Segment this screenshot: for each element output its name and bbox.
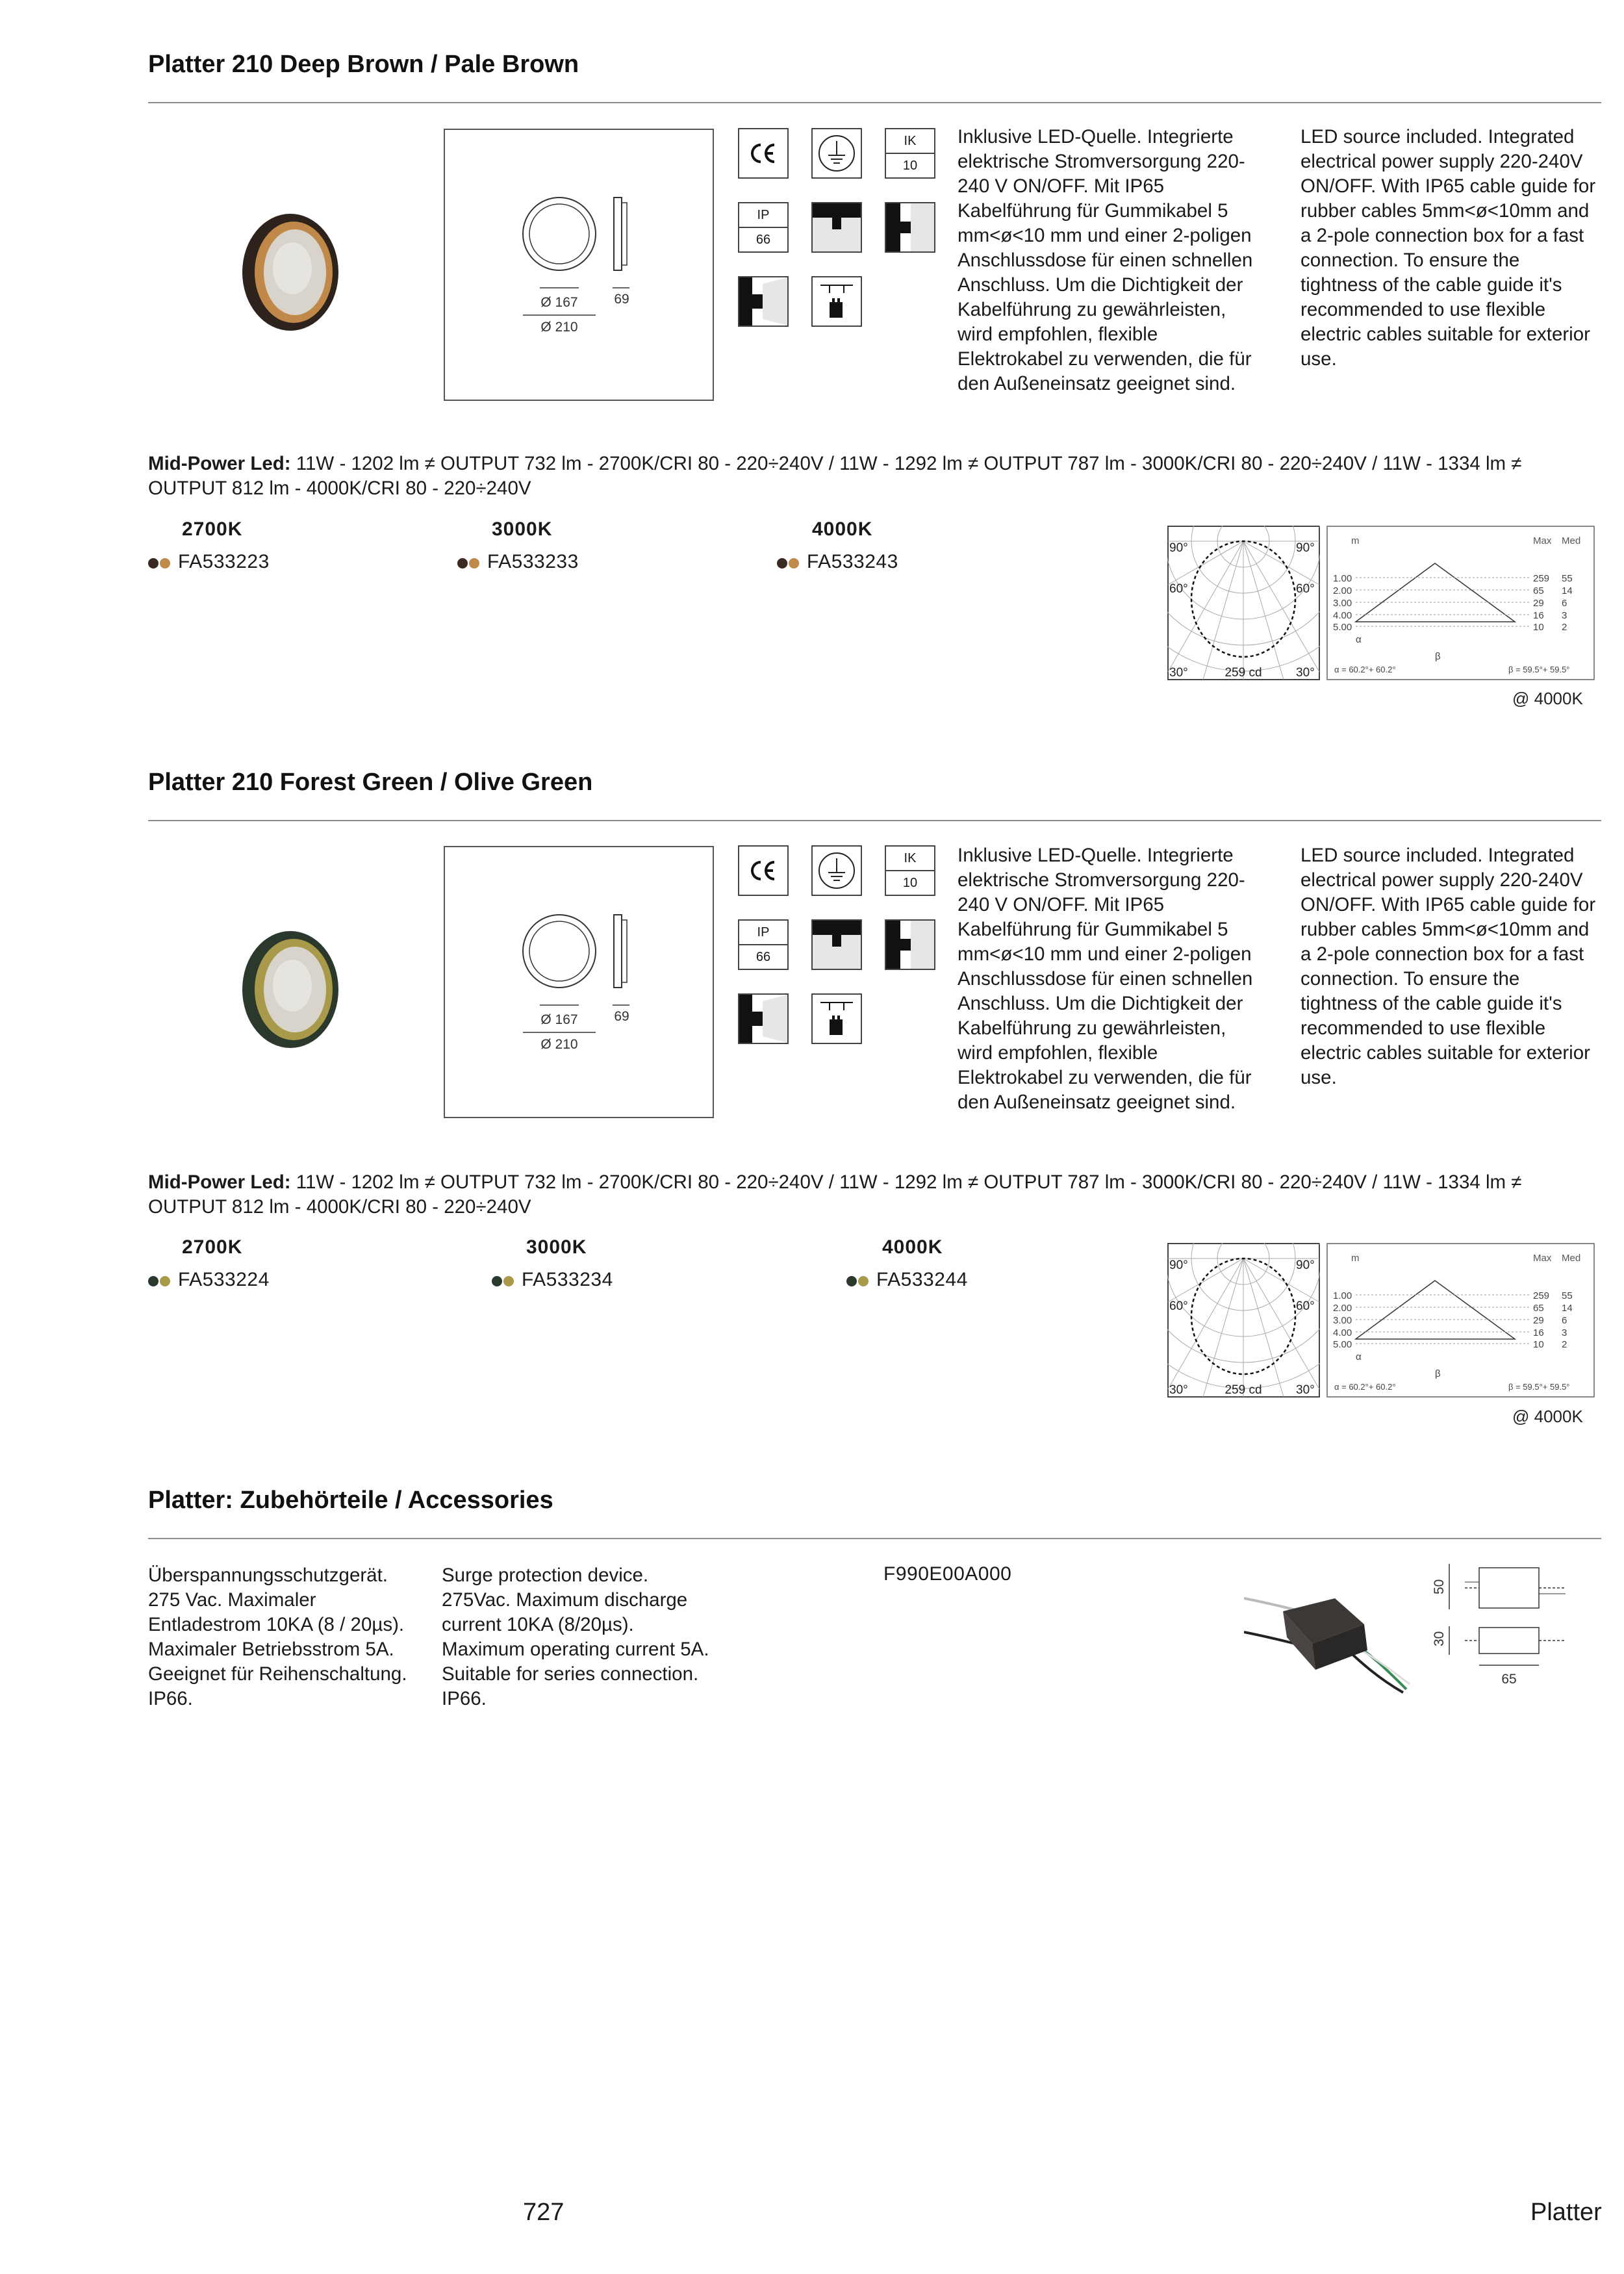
svg-text:10: 10 [1533,622,1544,633]
spec-label: Mid-Power Led: [148,453,291,474]
svg-text:16: 16 [1533,610,1544,621]
svg-text:55: 55 [1562,1290,1573,1301]
svg-text:60°: 60° [1296,582,1315,596]
dim-depth: 69 [614,292,629,307]
wall-mount-icon [885,919,935,970]
ip-value: 66 [739,227,787,251]
surge-protector-photo [1244,1572,1413,1702]
front-view-inner [529,204,589,264]
wall-light-icon [738,276,789,327]
svg-text:Med: Med [1562,535,1581,546]
wall-mount-icon [885,202,935,253]
svg-text:α = 60.2°+ 60.2°: α = 60.2°+ 60.2° [1334,1382,1396,1392]
dimension-drawing [444,846,714,1118]
ip-label: IP [757,208,770,222]
svg-text:3: 3 [1562,610,1567,621]
dim-outer-diameter: Ø 210 [540,1037,578,1052]
variant-temp-2700k: 2700K [182,518,243,540]
svg-text:2.00: 2.00 [1333,585,1352,596]
svg-text:2: 2 [1562,1339,1567,1350]
spec-label: Mid-Power Led: [148,1171,291,1193]
led-specification [148,452,1597,501]
svg-text:30°: 30° [1296,1383,1315,1397]
accessory-description-english: Surge protection device. 275Vac. Maximum discharge current 10KA (8/20µs). Maximum operating current 5A. Suitable for series connection. IP66. [442,1565,709,1709]
ik-label: IK [904,134,917,148]
svg-text:16: 16 [1533,1327,1544,1338]
accessory-code: F990E00A000 [883,1563,1012,1585]
svg-text:14: 14 [1562,585,1573,596]
svg-text:2.00: 2.00 [1333,1303,1352,1314]
spec-text: 11W - 1202 lm ≠ OUTPUT 732 lm - 2700K/CRI 80 - 220÷240V / 11W - 1292 lm ≠ OUTPUT 787 lm - 3000K/CRI 80 - 220÷240V / 11W - 1334 lm ≠ OUTPUT 812 lm - 4000K/CRI 80 - 220÷240V [148,1171,1522,1218]
ip-rating-badge [738,202,789,253]
svg-text:29: 29 [1533,598,1544,609]
connector-icon [811,276,862,327]
dim-width: 65 [1501,1672,1517,1687]
variant-row-3000k [492,1269,613,1292]
description-english: LED source included. Integrated electrical power supply 220-240V ON/OFF. With IP65 cable guide for rubber cables 5mm<ø<10mm and a 2-pole connection box for a fast connection. To ensure the tightness of the cable guide it's recommended to use flexible electric cables suitable for exterior use. [1300,126,1596,370]
svg-text:6: 6 [1562,1315,1567,1326]
ceiling-mount-icon [811,202,862,253]
svg-text:30°: 30° [1169,1383,1188,1397]
svg-text:β = 59.5°+ 59.5°: β = 59.5°+ 59.5° [1508,665,1570,674]
product-photo-brown [242,213,339,331]
description-german: Inklusive LED-Quelle. Integrierte elektrische Stromversorgung 220-240 V ON/OFF. Mit IP65 Kabelführung für Gummikabel 5 mm<ø<10 mm und einer 2-poligen Anschlussdose für einen schnellen Anschluss. Um die Dichtigkeit der Kabelführung zu gewährleisten, wird empfohlen, flexible Elektrokabel zu verwenden, die für den Außeneinsatz geeignet sind. [958,845,1253,1113]
illuminance-cone-diagram [1326,526,1595,680]
svg-text:90°: 90° [1169,541,1188,555]
dimension-drawing [444,129,714,401]
front-view-outer [523,915,596,988]
ground-earth-icon [811,128,862,179]
dim-height-1: 50 [1432,1579,1447,1594]
svg-text:β: β [1435,651,1441,662]
svg-text:α: α [1356,634,1362,645]
svg-text:90°: 90° [1169,1258,1188,1272]
svg-text:Max: Max [1533,535,1552,546]
variant-temp-2700k: 2700K [182,1236,243,1258]
svg-text:30°: 30° [1296,666,1315,680]
svg-text:6: 6 [1562,598,1567,609]
svg-text:29: 29 [1533,1315,1544,1326]
svg-text:α = 60.2°+ 60.2°: α = 60.2°+ 60.2° [1334,665,1396,674]
svg-text:14: 14 [1562,1303,1573,1314]
svg-text:β = 59.5°+ 59.5°: β = 59.5°+ 59.5° [1508,1382,1570,1392]
side-view [614,198,622,270]
ce-mark-icon [738,128,789,179]
svg-text:60°: 60° [1169,1299,1188,1313]
ip-value: 66 [739,944,787,969]
svg-text:3.00: 3.00 [1333,1315,1352,1326]
ceiling-mount-icon [811,919,862,970]
svg-text:1.00: 1.00 [1333,573,1352,584]
section-divider [148,820,1601,821]
svg-text:65: 65 [1533,1303,1544,1314]
polar-diagram [1167,526,1320,680]
accessory-description-german: Überspannungsschutzgerät. 275 Vac. Maximaler Entladestrom 10KA (8 / 20µs). Maximaler Betriebsstrom 5A. Geeignet für Reihenschaltung. IP66. [148,1565,407,1709]
svg-text:3.00: 3.00 [1333,598,1352,609]
svg-text:2: 2 [1562,622,1567,633]
product-photo-green [242,930,339,1049]
product-code: FA533223 [178,551,270,572]
dim-depth: 69 [614,1009,629,1024]
svg-text:5.00: 5.00 [1333,622,1352,633]
svg-text:1.00: 1.00 [1333,1290,1352,1301]
svg-text:Max: Max [1533,1253,1552,1264]
dim-inner-diameter: Ø 167 [540,295,578,310]
svg-text:90°: 90° [1296,1258,1315,1272]
ip-label: IP [757,925,770,939]
color-swatch [492,1270,515,1292]
section-title: Platter 210 Deep Brown / Pale Brown [148,51,579,78]
product-code: FA533244 [876,1269,968,1290]
page-number: 727 [523,2199,565,2226]
ik-label: IK [904,851,917,865]
color-swatch [457,552,481,574]
variant-temp-4000k: 4000K [812,518,873,540]
product-code: FA533243 [807,551,898,572]
svg-text:259: 259 [1533,1290,1550,1301]
product-code: FA533224 [178,1269,270,1290]
svg-text:4.00: 4.00 [1333,610,1352,621]
front-view-outer [523,198,596,270]
svg-text:Med: Med [1562,1253,1581,1264]
section-divider [148,102,1601,103]
footer-product-name: Platter [1530,2199,1602,2226]
dim-height-2: 30 [1432,1631,1447,1646]
variant-temp-4000k: 4000K [882,1236,943,1258]
svg-text:259 cd: 259 cd [1224,1383,1262,1397]
description-german: Inklusive LED-Quelle. Integrierte elektrische Stromversorgung 220-240 V ON/OFF. Mit IP65 Kabelführung für Gummikabel 5 mm<ø<10 mm und einer 2-poligen Anschlussdose für einen schnellen Anschluss. Um die Dichtigkeit der Kabelführung zu gewährleisten, wird empfohlen, flexible Elektrokabel zu verwenden, die für den Außeneinsatz geeignet sind. [958,126,1253,394]
variant-temp-3000k: 3000K [492,518,553,540]
photometric-note: @ 4000K [1512,689,1583,708]
ce-mark-icon [738,845,789,896]
ik-value: 10 [886,153,934,177]
front-view-inner [529,921,589,981]
illuminance-cone-diagram [1326,1243,1595,1398]
svg-text:4.00: 4.00 [1333,1327,1352,1338]
variant-row-2700k [148,1269,270,1292]
variant-temp-3000k: 3000K [526,1236,587,1258]
connector-icon [811,993,862,1044]
ground-earth-icon [811,845,862,896]
polar-diagram [1167,1243,1320,1398]
color-swatch [148,552,171,574]
svg-text:55: 55 [1562,573,1573,584]
svg-text:α: α [1356,1351,1362,1362]
svg-text:60°: 60° [1169,582,1188,596]
svg-text:65: 65 [1533,585,1544,596]
ik-rating-badge [885,845,935,896]
variant-row-4000k [777,551,898,574]
side-view [614,915,622,988]
led-specification [148,1170,1597,1220]
accessory-dimension-drawing [1426,1556,1598,1699]
svg-text:30°: 30° [1169,666,1188,680]
dim-outer-diameter: Ø 210 [540,320,578,335]
color-swatch [846,1270,870,1292]
product-code: FA533234 [522,1269,613,1290]
section-divider [148,1538,1601,1539]
ip-rating-badge [738,919,789,970]
section-title: Platter: Zubehörteile / Accessories [148,1487,553,1514]
svg-text:259 cd: 259 cd [1224,666,1262,680]
product-code: FA533233 [487,551,579,572]
svg-text:10: 10 [1533,1339,1544,1350]
wall-light-icon [738,993,789,1044]
section-title: Platter 210 Forest Green / Olive Green [148,769,593,796]
svg-text:m: m [1351,1253,1360,1264]
svg-text:60°: 60° [1296,1299,1315,1313]
variant-row-3000k [457,551,579,574]
svg-text:β: β [1435,1368,1441,1379]
svg-text:90°: 90° [1296,541,1315,555]
svg-text:3: 3 [1562,1327,1567,1338]
svg-text:5.00: 5.00 [1333,1339,1352,1350]
svg-text:m: m [1351,535,1360,546]
spec-text: 11W - 1202 lm ≠ OUTPUT 732 lm - 2700K/CRI 80 - 220÷240V / 11W - 1292 lm ≠ OUTPUT 787 lm - 3000K/CRI 80 - 220÷240V / 11W - 1334 lm ≠ OUTPUT 812 lm - 4000K/CRI 80 - 220÷240V [148,453,1522,499]
variant-row-2700k [148,551,270,574]
svg-text:259: 259 [1533,573,1550,584]
ik-value: 10 [886,870,934,895]
color-swatch [148,1270,171,1292]
variant-row-4000k [846,1269,968,1292]
ik-rating-badge [885,128,935,179]
dim-inner-diameter: Ø 167 [540,1012,578,1027]
photometric-note: @ 4000K [1512,1407,1583,1426]
color-swatch [777,552,800,574]
description-english: LED source included. Integrated electrical power supply 220-240V ON/OFF. With IP65 cable guide for rubber cables 5mm<ø<10mm and a 2-pole connection box for a fast connection. To ensure the tightness of the cable guide it's recommended to use flexible electric cables suitable for exterior use. [1300,845,1596,1088]
